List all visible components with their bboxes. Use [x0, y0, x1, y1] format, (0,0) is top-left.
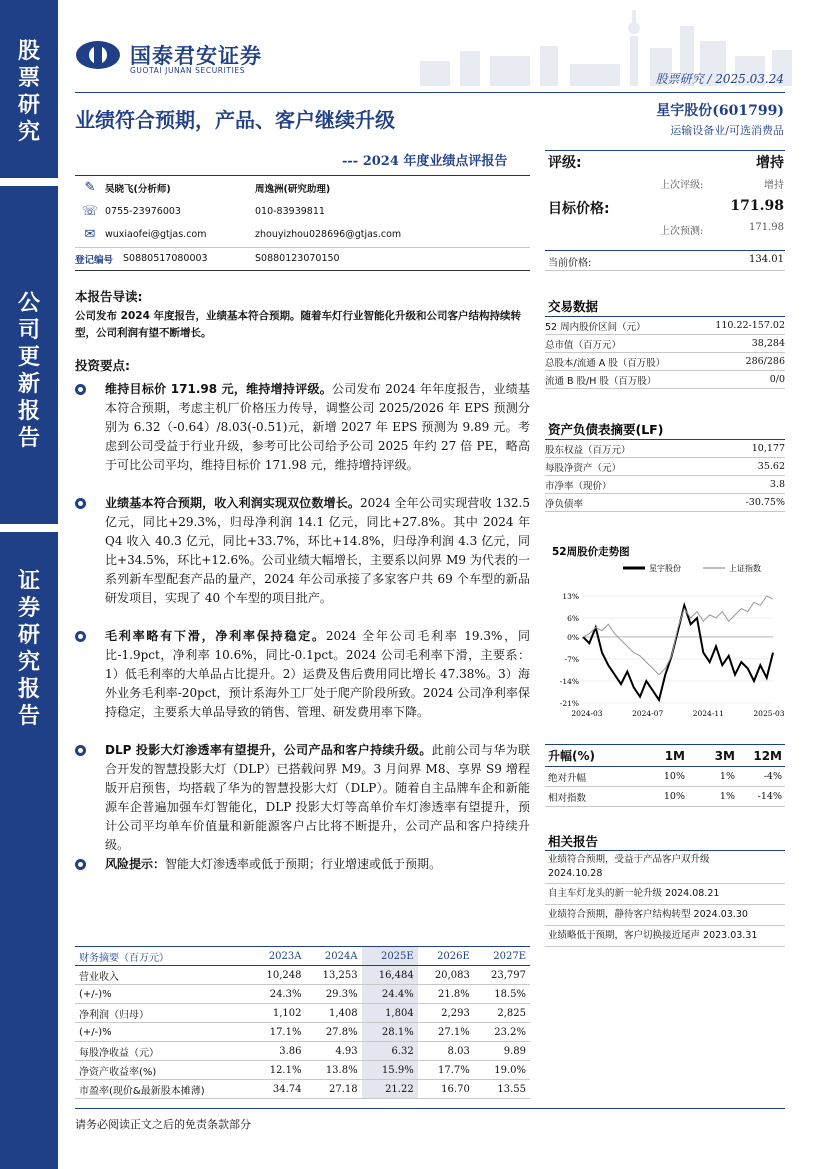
row-value: 2,825 [474, 1004, 530, 1023]
row-value: 34.74 [249, 1080, 305, 1099]
header-cell: 财务摘要（百万元） [75, 947, 249, 966]
reg-label: 登记编号 [75, 254, 114, 266]
x-tick-label: 2024-03 [571, 709, 603, 718]
row-key: 营业收入 [75, 966, 249, 985]
table-header-row [75, 947, 530, 966]
y-tick-label: 6% [567, 614, 579, 624]
analyst-email[interactable]: wuxiaofei@gtjas.com [105, 229, 207, 241]
analyst-row [75, 223, 530, 247]
current-price-value: 134.01 [749, 254, 784, 265]
stock-name: 星宇股份(601799) [656, 103, 784, 119]
sidebar-label: 股票研究 [18, 39, 41, 145]
related-report-text[interactable]: 业绩符合预期，静待客户结构转型 2024.03.30 [548, 909, 748, 920]
report-title: 业绩符合预期，产品、客户继续升级 [75, 108, 395, 132]
row-value: 23.2% [474, 1023, 530, 1042]
related-report-item[interactable] [545, 884, 785, 905]
row-value: 16,484 [362, 966, 418, 985]
row-value: 1,102 [249, 1004, 305, 1023]
row-value: 10% [663, 791, 685, 802]
row-value: -14% [757, 791, 782, 802]
row-value: 8.03 [418, 1042, 474, 1061]
y-tick-label: -7% [564, 654, 579, 664]
y-tick-label: 0% [567, 632, 579, 642]
row-value: 24.3% [249, 985, 305, 1004]
report-subtitle: --- 2024 年度业绩点评报告 [342, 154, 508, 169]
related-reports-title: 相关报告 [548, 834, 599, 849]
header-cell: 2024A [305, 947, 361, 966]
row-value: 9.89 [474, 1042, 530, 1061]
analyst-phone: 0755-23976003 [105, 205, 181, 217]
target-price-label: 目标价格: [548, 201, 610, 217]
current-price-label: 当前价格: [548, 258, 592, 269]
row-value: 0/0 [769, 374, 785, 385]
point-head: 毛利率略有下滑，净利率保持稳定。 [105, 629, 326, 643]
point-body: 2024 全年公司毛利率 19.3%，同比-1.9pct，净利率 10.6%，同比-0.1pct。2024 公司毛利率下滑，主要系：1）低毛利率的大单品占比提升。2）运费及售后费用同比增长 47.38%。3）海外业务毛利率-20pct，预计系海外工厂处于爬产阶段所致。2024 公司净利率保持稳定，主要系大单品导致的销售、管理、研发费用率下降。 [105, 629, 530, 719]
row-value: 13,253 [305, 966, 361, 985]
y-tick-label: -14% [559, 676, 579, 686]
balance-summary-title: 资产负债表摘要(LF) [548, 422, 664, 437]
point-head: DLP 投影大灯渗透率有望提升，公司产品和客户持续升级。 [105, 743, 432, 757]
row-value: 15.9% [362, 1061, 418, 1080]
point-head: 风险提示： [105, 857, 166, 871]
bullet-icon [75, 384, 86, 395]
chart-title: 52周股价走势图 [552, 546, 630, 558]
row-value: 35.62 [757, 461, 785, 472]
performance-header-cell: 升幅(%) [548, 749, 595, 763]
table-row [75, 1004, 530, 1023]
header-cell: 2023A [249, 947, 305, 966]
row-key: 每股净资产（元） [545, 462, 622, 474]
row-key: 相对指数 [548, 792, 587, 804]
target-price-value: 171.98 [730, 198, 784, 214]
row-key: 净利润（归母） [75, 1004, 249, 1023]
sidebar-label: 证券研究报告 [18, 569, 41, 729]
footer-disclaimer: 请务必阅读正文之后的免责条款部分 [75, 1118, 251, 1131]
table-row [545, 476, 785, 494]
row-key: 绝对升幅 [548, 772, 587, 784]
assistant-reg: S0880123070150 [255, 253, 340, 265]
row-value: 1% [719, 771, 735, 782]
row-key: (+/-)% [75, 1023, 249, 1042]
related-reports-list [545, 850, 785, 947]
table-row [545, 317, 785, 335]
investment-point [75, 380, 530, 475]
performance-header-cell: 12M [753, 748, 782, 763]
row-value: 38,284 [751, 338, 785, 349]
analyst-reg: S0880517080003 [123, 253, 208, 265]
rating-divider-top [545, 150, 785, 151]
brand-logo-icon [75, 40, 121, 70]
breadcrumb: 股票研究 / 2025.03.24 [655, 72, 784, 86]
table-row [75, 966, 530, 985]
table-row [545, 767, 785, 787]
performance-table [545, 744, 785, 807]
row-key: 市盈率(现价&最新股本摊薄) [75, 1080, 249, 1099]
row-value: 27.8% [305, 1023, 361, 1042]
row-value: 13.8% [305, 1061, 361, 1080]
row-key: 股东权益（百万元） [545, 444, 631, 456]
row-value: 3.8 [769, 479, 785, 490]
row-value: 6.32 [362, 1042, 418, 1061]
rating-value: 增持 [756, 155, 784, 171]
sidebar-label: 公司更新报告 [18, 291, 41, 451]
related-report-text[interactable]: 业绩略低于预期，客户切换接近尾声 2023.03.31 [548, 930, 758, 941]
assistant-name: 周逸洲(研究助理) [255, 183, 331, 195]
row-key: 净负债率 [545, 498, 584, 510]
row-value: 19.0% [474, 1061, 530, 1080]
guide-title: 本报告导读: [75, 289, 143, 304]
table-row [545, 787, 785, 807]
row-value: 17.1% [249, 1023, 305, 1042]
bullet-icon [75, 631, 86, 642]
header-divider [75, 92, 785, 93]
analyst-table [75, 175, 530, 271]
header-cell: 2026E [418, 947, 474, 966]
analyst-row [75, 247, 530, 271]
performance-header [545, 745, 785, 767]
row-key: 52 周内股价区间（元） [545, 321, 646, 333]
analyst-name: 吴晓飞(分析师) [105, 183, 171, 195]
trading-data-title: 交易数据 [548, 299, 599, 314]
balance-summary-table [545, 439, 785, 512]
table-row [75, 1061, 530, 1080]
row-value: 2,293 [418, 1004, 474, 1023]
row-value: 18.5% [474, 985, 530, 1004]
rating-divider-mid [545, 250, 785, 251]
table-row [545, 371, 785, 389]
phone-icon: ☏ [81, 203, 99, 219]
point-head: 业绩基本符合预期，收入利润实现双位数增长。 [105, 496, 361, 510]
row-value: 1,804 [362, 1004, 418, 1023]
table-row [75, 1080, 530, 1099]
sidebar-block-company-update [0, 186, 58, 524]
row-value: 28.1% [362, 1023, 418, 1042]
table-row [75, 1023, 530, 1042]
row-value: 24.4% [362, 985, 418, 1004]
stock-industry: 运输设备业/可选消费品 [670, 124, 784, 137]
legend-label-index: 上证指数 [729, 564, 761, 573]
row-value: 17.7% [418, 1061, 474, 1080]
related-report-date: 2024.10.28 [548, 868, 603, 879]
table-row [75, 1042, 530, 1061]
prev-target-label: 上次预测: [660, 226, 704, 237]
row-key: 总市值（百万元） [545, 339, 622, 351]
table-row [545, 335, 785, 353]
row-key: 每股净收益（元） [75, 1042, 249, 1061]
financial-summary-table [75, 946, 530, 1099]
point-body: 智能大灯渗透率或低于预期；行业增速或低于预期。 [165, 857, 442, 871]
table-row [545, 458, 785, 476]
left-sidebar [0, 0, 58, 1169]
point-body: 此前公司与华为联合开发的智慧投影大灯（DLP）已搭载问界 M9。3 月问界 M8、享界 S9 增程版开启预售，均搭载了华为的智慧投影大灯（DLP）。随着自主品牌车企和新能源车企普遍加强车灯智能化，DLP 投影大灯等高单价车灯渗透率有望提升，预计公司平均单车价值量和新能源客户占比将不断提升，公司产品和客户持续升级。 [105, 743, 530, 852]
row-value: 10% [663, 771, 685, 782]
table-row [545, 353, 785, 371]
header-cell: 2025E [362, 947, 418, 966]
related-report-item[interactable] [545, 905, 785, 926]
y-tick-label: -21% [559, 699, 579, 708]
row-key: 流通 B 股/H 股（百万股） [545, 375, 657, 387]
prev-target-value: 171.98 [749, 222, 784, 233]
row-value: 10,177 [751, 443, 785, 454]
row-value: 10,248 [249, 966, 305, 985]
row-value: 110.22-157.02 [715, 320, 785, 331]
assistant-email[interactable]: zhouyizhou028696@gtjas.com [255, 229, 402, 241]
series-line-stock [583, 605, 773, 700]
related-report-item[interactable] [545, 926, 785, 947]
rating-label: 评级: [548, 155, 582, 171]
bullet-icon [75, 498, 86, 509]
header-cell: 2027E [474, 947, 530, 966]
footer-divider [75, 1108, 785, 1109]
point-body: 2024 全年公司实现营收 132.5 亿元，同比+29.3%，归母净利润 14.1 亿元，同比+27.8%。其中 2024 年 Q4 收入 40.3 亿元，同比+33.7%，环比+14.8%，归母净利润 4.3 亿元，同比+34.5%，环比+12.6%。公司业绩大幅增长，主要系以问界 M9 为代表的一系列新车型配套产品的量产，2024 年公司承接了多家客户共 69 个车型的新品研发项目，实现了 40 个车型的项目批产。 [105, 496, 530, 605]
brand-name-en: GUOTAI JUNAN SECURITIES [130, 66, 246, 75]
row-value: 3.86 [249, 1042, 305, 1061]
sidebar-block-securities-report [0, 532, 58, 1169]
row-value: 27.1% [418, 1023, 474, 1042]
x-tick-label: 2025-03 [753, 709, 785, 718]
row-value: -30.75% [745, 497, 785, 508]
row-value: 29.3% [305, 985, 361, 1004]
row-value: 20,083 [418, 966, 474, 985]
points-title: 投资要点: [75, 358, 130, 373]
table-row [545, 494, 785, 512]
row-key: 净资产收益率(%) [75, 1061, 249, 1080]
performance-header-cell: 3M [714, 748, 735, 763]
row-value: 16.70 [418, 1080, 474, 1099]
row-value: 23,797 [474, 966, 530, 985]
row-value: 1,408 [305, 1004, 361, 1023]
y-tick-label: 13% [562, 592, 579, 601]
investment-point [75, 855, 530, 874]
table-row [75, 985, 530, 1004]
investment-point [75, 627, 530, 722]
prev-rating-label: 上次评级: [660, 180, 704, 191]
series-line-index [583, 596, 773, 675]
row-key: 市净率（现价） [545, 480, 612, 492]
row-value: 21.22 [362, 1080, 418, 1099]
row-value: 286/286 [745, 356, 785, 367]
row-value: 12.1% [249, 1061, 305, 1080]
related-report-text[interactable]: 业绩符合预期，受益于产品客户双升级 [548, 854, 710, 865]
x-tick-label: 2024-11 [692, 709, 724, 718]
point-head: 维持目标价 171.98 元，维持增持评级。 [105, 382, 333, 396]
row-key: 总股本/流通 A 股（百万股） [545, 357, 666, 369]
brand-name-cn: 国泰君安证券 [130, 44, 262, 68]
row-key: (+/-)% [75, 985, 249, 1004]
performance-header-cell: 1M [664, 748, 685, 763]
related-report-item[interactable] [545, 851, 785, 884]
sidebar-block-stock-research [0, 0, 58, 178]
row-value: -4% [763, 771, 782, 782]
guide-text: 公司发布 2024 年度报告，业绩基本符合预期。随着车灯行业智能化升级和公司客户结构持续转型，公司利润有望不断增长。 [75, 310, 522, 339]
table-row [545, 440, 785, 458]
analyst-row [75, 200, 530, 224]
row-value: 1% [719, 791, 735, 802]
row-value: 21.8% [418, 985, 474, 1004]
analyst-row [75, 176, 530, 200]
row-value: 27.18 [305, 1080, 361, 1099]
bullet-icon [75, 859, 86, 870]
bullet-icon [75, 745, 86, 756]
investment-point [75, 741, 530, 855]
price-trend-chart [545, 560, 785, 720]
related-report-text[interactable]: 自主车灯龙头的新一轮升级 2024.08.21 [548, 888, 720, 899]
rating-divider-bottom [545, 270, 785, 271]
row-value: 4.93 [305, 1042, 361, 1061]
row-value: 13.55 [474, 1080, 530, 1099]
mail-icon: ✉ [84, 227, 96, 243]
x-tick-label: 2024-07 [632, 709, 664, 718]
point-body: 公司发布 2024 年年度报告，业绩基本符合预期，考虑主机厂价格压力传导，调整公司 2025/2026 年 EPS 预测分别为 6.32（-0.64）/8.03(-0.51)元，新增 2027 年 EPS 预测为 9.89 元。考虑到公司受益于行业升级，参考可比公司给予公司 2025 年约 27 倍 PE，略高于可比公司平均，维持目标价 171.98 元，维持增持评级。 [105, 382, 530, 472]
prev-rating-value: 增持 [764, 180, 784, 191]
trading-data-table [545, 316, 785, 389]
pen-icon: ✎ [84, 180, 96, 196]
assistant-phone: 010-83939811 [255, 205, 325, 217]
legend-label-stock: 星宇股份 [649, 564, 681, 573]
investment-point [75, 494, 530, 608]
